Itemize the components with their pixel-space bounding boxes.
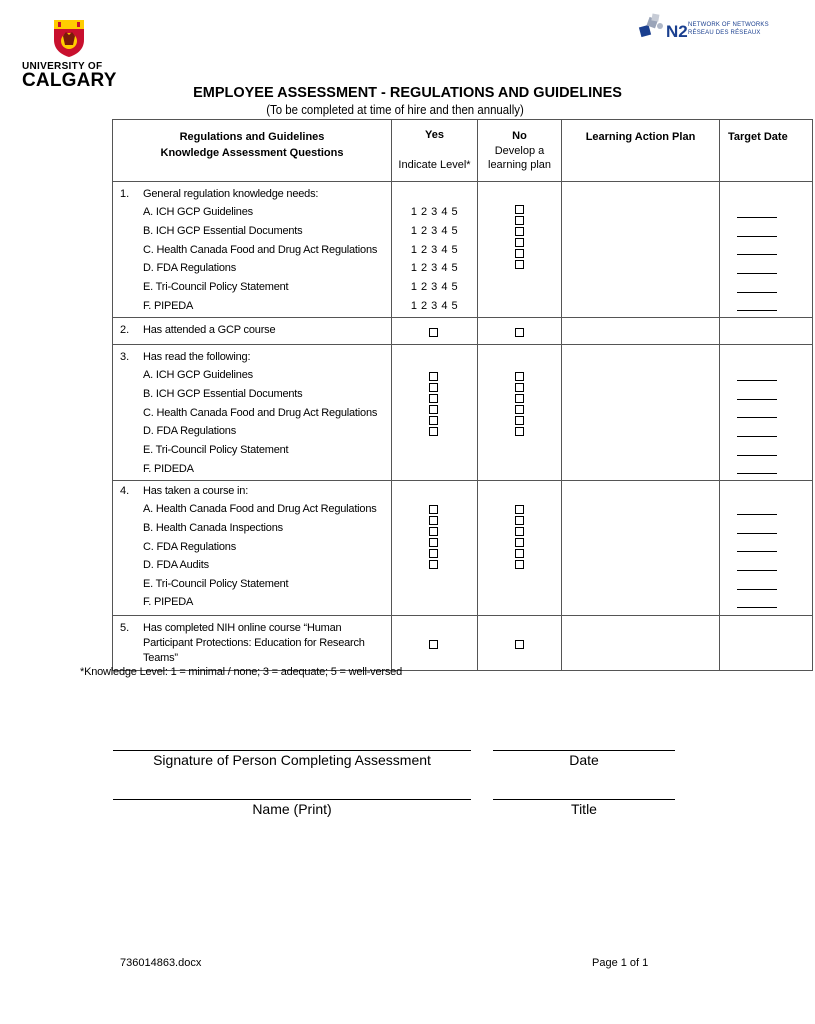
page-subtitle: (To be completed at time of hire and then annually) [266, 102, 524, 117]
header-target-date [720, 120, 813, 182]
no-checkbox[interactable] [515, 227, 524, 236]
target-date-blank[interactable] [737, 514, 777, 515]
document-filename: 736014863.docx [120, 957, 202, 969]
question-number: 4. [120, 485, 130, 497]
question-line: E. Tri-Council Policy Statement [143, 444, 289, 456]
no-checkbox-cell-1 [478, 182, 562, 318]
header-plan-label: Learning Action Plan [585, 131, 696, 143]
question-line: C. Health Canada Food and Drug Act Regulations [143, 407, 378, 419]
knowledge-level-scale[interactable]: 1 2 3 4 5 [410, 206, 459, 218]
date-label: Date [569, 752, 599, 768]
no-checkbox[interactable] [515, 427, 524, 436]
table-row [113, 616, 813, 671]
question-number: 5. [120, 622, 130, 634]
title-line[interactable] [493, 799, 675, 800]
target-date-cell-3 [720, 345, 813, 481]
target-date-blank[interactable] [737, 589, 777, 590]
yes-checkbox[interactable] [429, 372, 438, 381]
target-date-blank[interactable] [737, 236, 777, 237]
question-line: A. ICH GCP Guidelines [143, 369, 253, 381]
no-checkbox[interactable] [515, 205, 524, 214]
header-learning-action-plan [562, 120, 720, 182]
question-line: Has read the following: [143, 351, 251, 363]
no-checkbox[interactable] [515, 394, 524, 403]
target-date-blank[interactable] [737, 399, 777, 400]
target-date-blank[interactable] [737, 217, 777, 218]
n2-wordmark: N2 [666, 22, 688, 41]
yes-level-cell-1 [392, 182, 478, 318]
learning-plan-cell-4[interactable] [562, 481, 720, 616]
n2-french-name: RÉSEAU DES RÉSEAUX [688, 30, 761, 36]
question-line: General regulation knowledge needs: [143, 188, 319, 200]
header-yes [392, 120, 478, 182]
table-header-row [113, 120, 813, 182]
target-date-blank[interactable] [737, 455, 777, 456]
yes-checkbox-cell-4 [392, 481, 478, 616]
no-checkbox[interactable] [515, 328, 524, 337]
page-number: Page 1 of 1 [592, 957, 649, 969]
target-date-blank[interactable] [737, 607, 777, 608]
no-checkbox[interactable] [515, 640, 524, 649]
yes-checkbox[interactable] [429, 560, 438, 569]
no-checkbox[interactable] [515, 216, 524, 225]
learning-plan-cell-3[interactable] [562, 345, 720, 481]
target-date-cell-1 [720, 182, 813, 318]
header-question-line2: Knowledge Assessment Questions [160, 147, 344, 159]
learning-plan-cell-5[interactable] [562, 616, 720, 671]
question-line: B. ICH GCP Essential Documents [143, 388, 303, 400]
no-checkbox[interactable] [515, 249, 524, 258]
yes-checkbox-cell-2 [392, 318, 478, 345]
signature-label: Signature of Person Completing Assessment [153, 752, 431, 768]
table-row [113, 318, 813, 345]
question-cell-3 [113, 345, 392, 481]
question-line: D. FDA Regulations [143, 262, 236, 274]
yes-checkbox-cell-3 [392, 345, 478, 481]
yes-checkbox[interactable] [429, 505, 438, 514]
yes-checkbox[interactable] [429, 416, 438, 425]
knowledge-level-scale[interactable]: 1 2 3 4 5 [410, 300, 459, 312]
question-number: 1. [120, 188, 130, 200]
header-no-sub2: learning plan [488, 159, 551, 171]
knowledge-level-scale[interactable]: 1 2 3 4 5 [410, 244, 459, 256]
header-question-line1: Regulations and Guidelines [179, 131, 325, 143]
no-checkbox[interactable] [515, 505, 524, 514]
no-checkbox[interactable] [515, 405, 524, 414]
no-checkbox-cell-3 [478, 345, 562, 481]
yes-checkbox[interactable] [429, 427, 438, 436]
question-line: C. Health Canada Food and Drug Act Regulations [143, 244, 378, 256]
knowledge-level-scale[interactable]: 1 2 3 4 5 [410, 225, 459, 237]
no-checkbox[interactable] [515, 260, 524, 269]
question-line: Has completed NIH online course “Human [143, 622, 342, 634]
target-date-blank[interactable] [737, 436, 777, 437]
header-yes-sub: Indicate Level* [398, 159, 471, 171]
name-print-label: Name (Print) [252, 801, 332, 817]
knowledge-level-scale[interactable]: 1 2 3 4 5 [410, 281, 459, 293]
question-cell-1 [113, 182, 392, 318]
question-line: Teams” [143, 652, 178, 664]
puzzle-network-icon [638, 12, 666, 42]
no-checkbox-cell-5 [478, 616, 562, 671]
question-line: Has attended a GCP course [143, 324, 276, 336]
no-checkbox-cell-4 [478, 481, 562, 616]
table-row [113, 481, 813, 616]
name-print-line[interactable] [113, 799, 471, 800]
header-no [478, 120, 562, 182]
question-number: 3. [120, 351, 130, 363]
question-cell-2 [113, 318, 392, 345]
yes-checkbox[interactable] [429, 527, 438, 536]
question-cell-5 [113, 616, 392, 671]
assessment-table [112, 119, 813, 671]
yes-checkbox[interactable] [429, 640, 438, 649]
target-date-blank[interactable] [737, 310, 777, 311]
question-line: D. FDA Audits [143, 559, 209, 571]
target-date-blank[interactable] [737, 254, 777, 255]
title-label: Title [571, 801, 597, 817]
target-date-blank[interactable] [737, 273, 777, 274]
target-date-blank[interactable] [737, 551, 777, 552]
question-line: C. FDA Regulations [143, 541, 236, 553]
no-checkbox[interactable] [515, 383, 524, 392]
yes-checkbox-cell-5 [392, 616, 478, 671]
no-checkbox[interactable] [515, 516, 524, 525]
question-line: B. Health Canada Inspections [143, 522, 283, 534]
no-checkbox[interactable] [515, 372, 524, 381]
header-yes-label: Yes [425, 129, 444, 141]
date-line[interactable] [493, 750, 675, 751]
target-date-cell-5[interactable] [720, 616, 813, 671]
knowledge-level-scale[interactable]: 1 2 3 4 5 [410, 262, 459, 274]
yes-checkbox[interactable] [429, 549, 438, 558]
yes-checkbox[interactable] [429, 405, 438, 414]
university-of-calgary-logo [22, 18, 122, 90]
target-date-blank[interactable] [737, 292, 777, 293]
table-row [113, 182, 813, 318]
question-line: B. ICH GCP Essential Documents [143, 225, 303, 237]
no-checkbox-cell-2 [478, 318, 562, 345]
question-line: A. Health Canada Food and Drug Act Regulations [143, 503, 377, 515]
question-line: F. PIPEDA [143, 300, 194, 312]
n2-network-logo [638, 8, 770, 42]
question-number: 2. [120, 324, 130, 336]
no-checkbox[interactable] [515, 238, 524, 247]
learning-plan-cell-1[interactable] [562, 182, 720, 318]
target-date-blank[interactable] [737, 417, 777, 418]
target-date-blank[interactable] [737, 570, 777, 571]
target-date-blank[interactable] [737, 473, 777, 474]
question-line: E. Tri-Council Policy Statement [143, 578, 289, 590]
target-date-blank[interactable] [737, 533, 777, 534]
header-question [113, 120, 392, 182]
header-no-sub1: Develop a [494, 145, 545, 157]
signature-line[interactable] [113, 750, 471, 751]
yes-checkbox[interactable] [429, 328, 438, 337]
question-line: Has taken a course in: [143, 485, 249, 497]
yes-checkbox[interactable] [429, 383, 438, 392]
question-line: Participant Protections: Education for Research [143, 637, 365, 649]
header-target-label: Target Date [728, 131, 788, 143]
table-row [113, 345, 813, 481]
learning-plan-cell-2[interactable] [562, 318, 720, 345]
question-cell-4 [113, 481, 392, 616]
question-line: A. ICH GCP Guidelines [143, 206, 253, 218]
yes-checkbox[interactable] [429, 538, 438, 547]
page-title: EMPLOYEE ASSESSMENT - REGULATIONS AND GUIDELINES [193, 85, 622, 101]
logo-line-calgary: CALGARY [22, 70, 117, 91]
yes-checkbox[interactable] [429, 394, 438, 403]
no-checkbox[interactable] [515, 416, 524, 425]
no-checkbox[interactable] [515, 549, 524, 558]
knowledge-level-footnote: *Knowledge Level: 1 = minimal / none; 3 = adequate; 5 = well-versed [80, 666, 403, 678]
logo-line-university-of: UNIVERSITY OF [22, 61, 103, 72]
target-date-cell-4 [720, 481, 813, 616]
yes-checkbox[interactable] [429, 516, 438, 525]
n2-english-name: NETWORK OF NETWORKS [688, 22, 769, 28]
question-line: D. FDA Regulations [143, 425, 236, 437]
question-line: F. PIPEDA [143, 596, 194, 608]
calgary-crest-icon [52, 18, 86, 58]
no-checkbox[interactable] [515, 538, 524, 547]
question-line: E. Tri-Council Policy Statement [143, 281, 289, 293]
target-date-cell-2[interactable] [720, 318, 813, 345]
target-date-blank[interactable] [737, 380, 777, 381]
question-line: F. PIDEDA [143, 463, 194, 475]
no-checkbox[interactable] [515, 527, 524, 536]
no-checkbox[interactable] [515, 560, 524, 569]
header-no-label: No [512, 130, 527, 142]
